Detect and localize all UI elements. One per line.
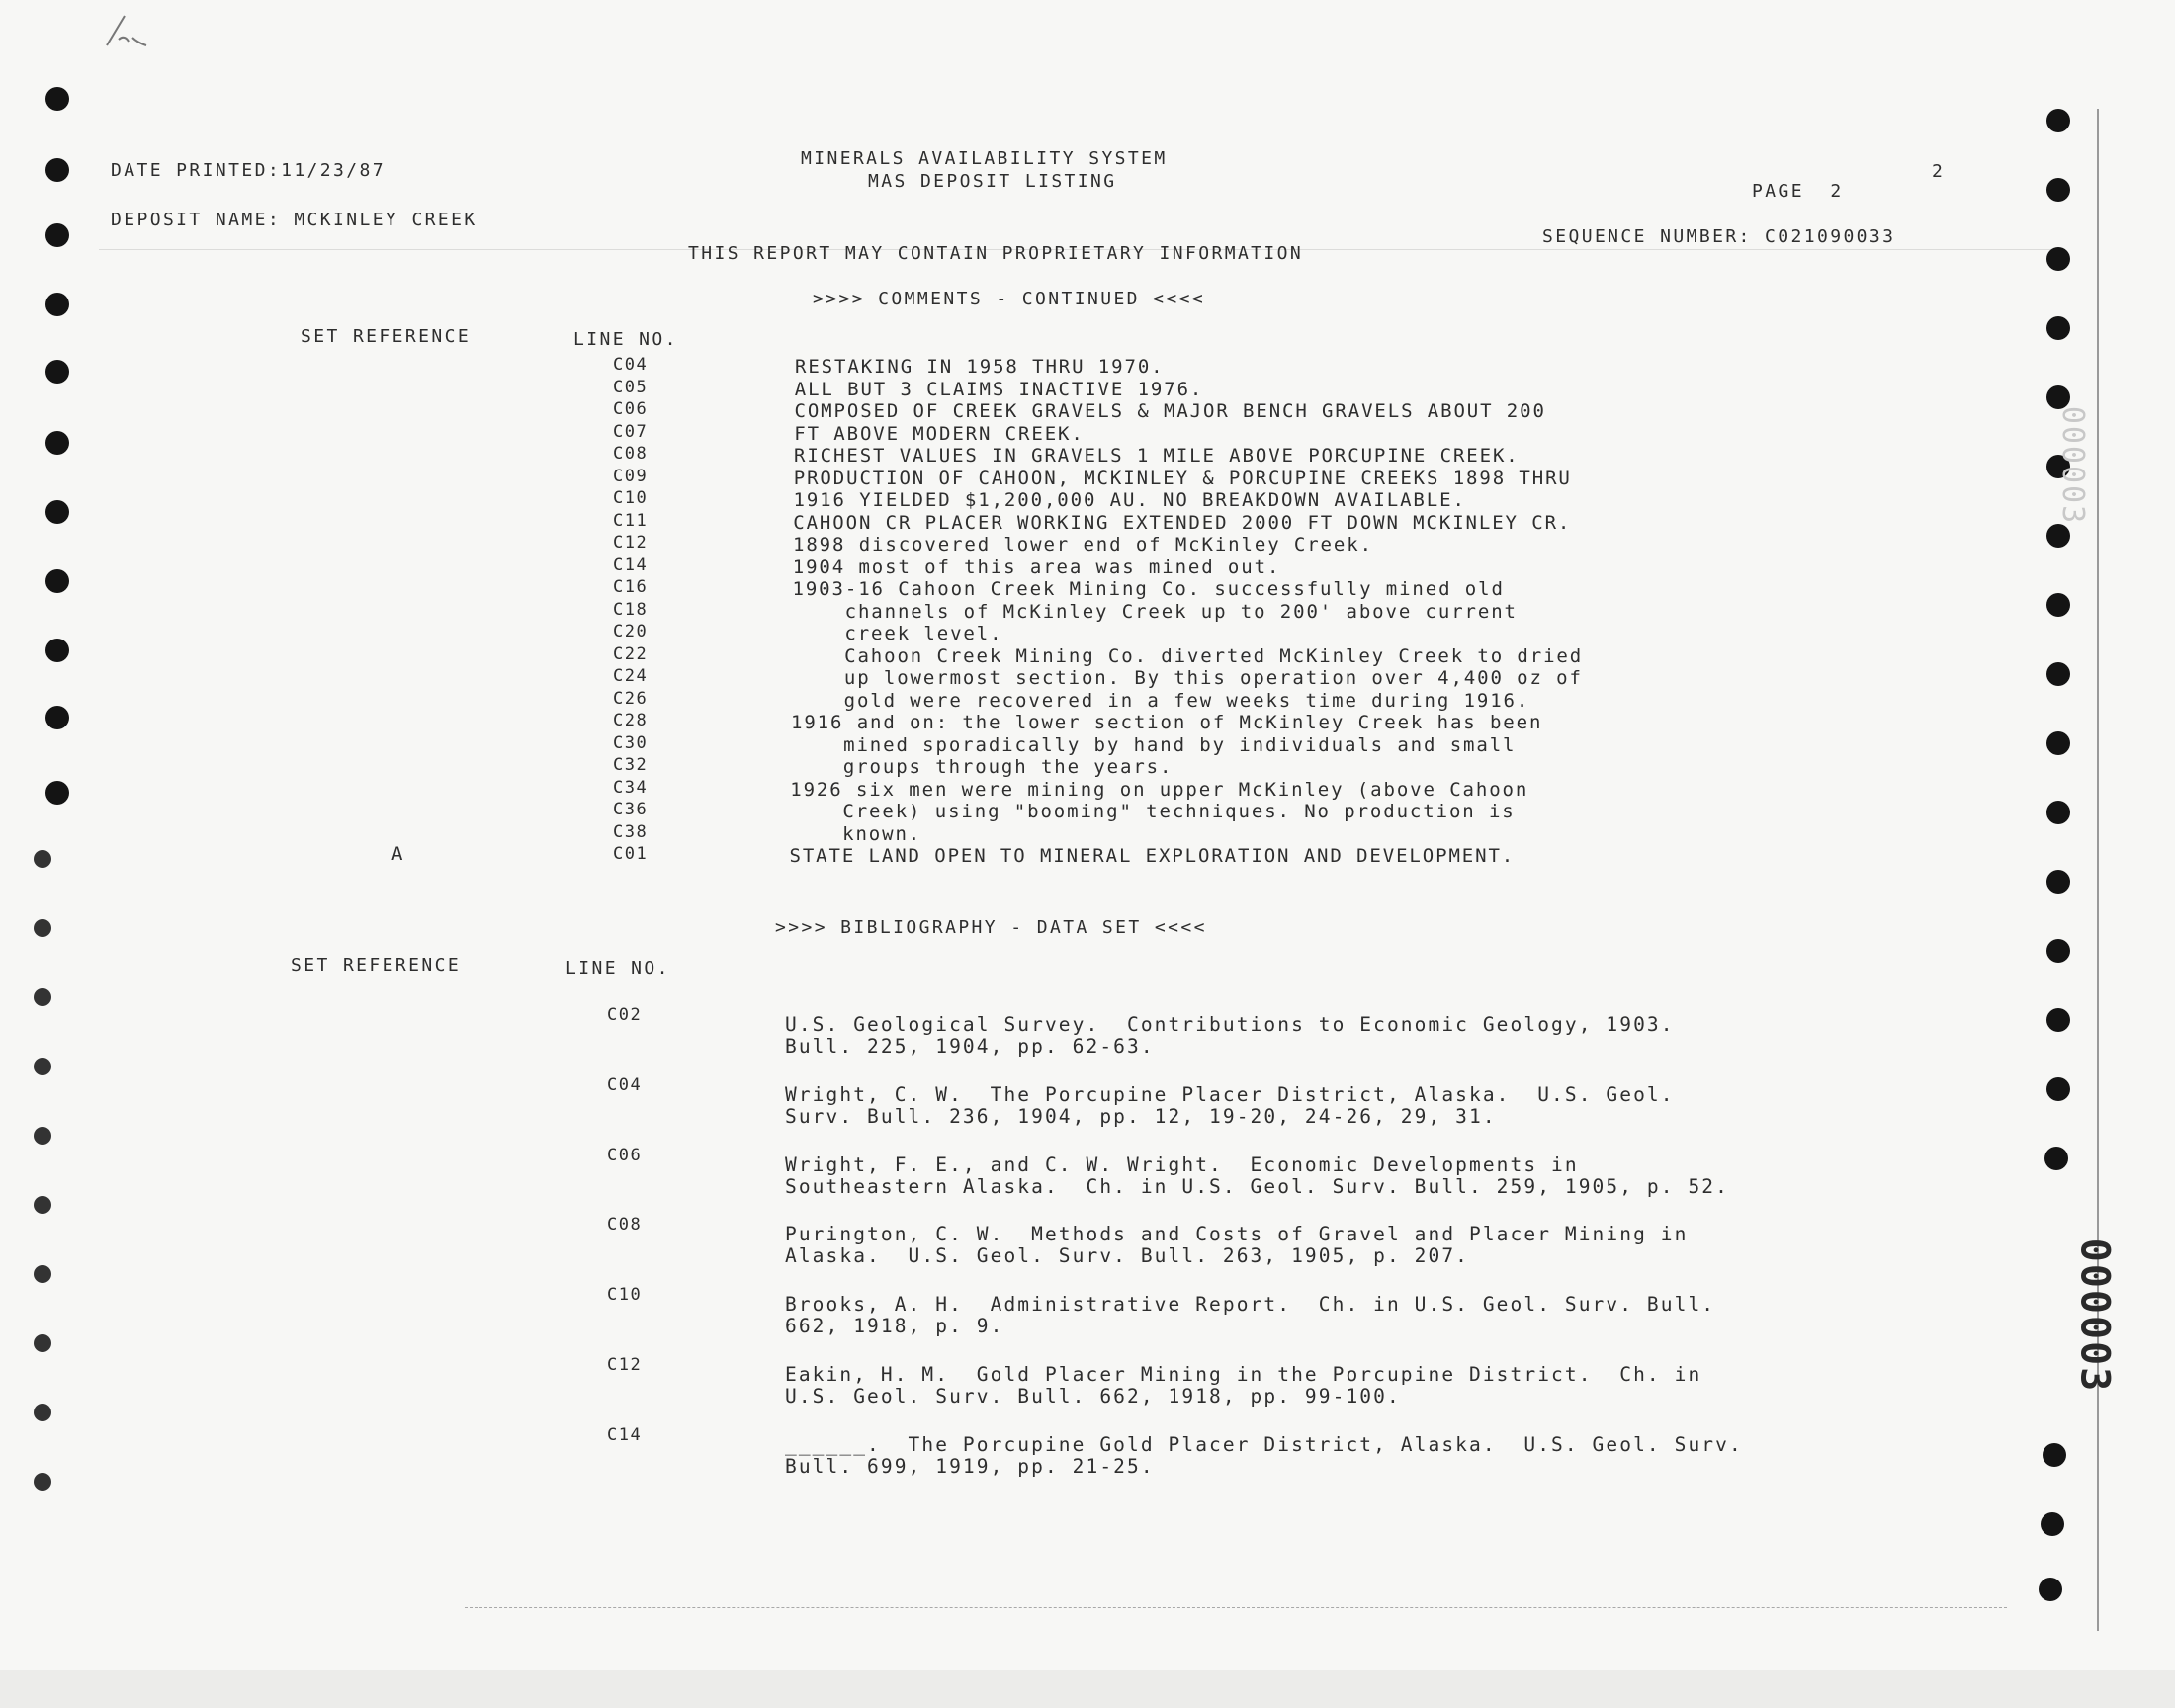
bibliography-line-number: C14 bbox=[607, 1424, 643, 1445]
tractor-feed-edge bbox=[2097, 109, 2099, 1631]
comment-text: 1926 six men were mining on upper McKinley (above Cahoon bbox=[790, 778, 1529, 801]
bibliography-citation-line-2: Alaska. U.S. Geol. Surv. Bull. 263, 1905, p. 207. bbox=[785, 1244, 1469, 1268]
comment-text: 1903-16 Cahoon Creek Mining Co. successfully mined old bbox=[792, 578, 1505, 600]
bottom-rule bbox=[465, 1607, 2007, 1609]
bibliography-line-number: C04 bbox=[607, 1074, 643, 1095]
punch-hole-icon bbox=[45, 569, 69, 593]
punch-hole-icon bbox=[34, 1473, 51, 1491]
punch-hole-icon bbox=[2046, 178, 2070, 202]
comment-line-number: C32 bbox=[613, 755, 649, 775]
comment-text: RICHEST VALUES IN GRAVELS 1 MILE ABOVE PORCUPINE CREEK. bbox=[794, 445, 1520, 467]
bibliography-citation-line-1: Brooks, A. H. Administrative Report. Ch. in U.S. Geol. Surv. Bull. bbox=[785, 1293, 1716, 1317]
punch-hole-icon bbox=[45, 293, 69, 316]
comment-text: up lowermost section. By this operation over 4,400 oz of bbox=[791, 667, 1583, 689]
comment-text: 1916 and on: the lower section of McKinley Creek has been bbox=[791, 712, 1543, 733]
bibliography-section-title: >>>> BIBLIOGRAPHY - DATA SET <<<< bbox=[775, 917, 1207, 938]
punch-hole-icon bbox=[34, 1265, 51, 1283]
comment-text: mined sporadically by hand by individuals and small bbox=[790, 733, 1517, 756]
page-label: PAGE 2 bbox=[1752, 181, 1844, 202]
punch-hole-icon bbox=[2041, 1512, 2064, 1536]
punch-hole-icon bbox=[34, 1334, 51, 1352]
bibliography-citation-line-2: 662, 1918, p. 9. bbox=[785, 1315, 1004, 1338]
comment-line-number: C05 bbox=[613, 377, 649, 397]
punch-hole-icon bbox=[45, 158, 69, 182]
comment-line-number: C11 bbox=[613, 510, 649, 531]
comments-col-line-no: LINE NO. bbox=[573, 329, 678, 350]
comment-text: 1898 discovered lower end of McKinley Creek. bbox=[793, 534, 1373, 555]
punch-hole-icon bbox=[34, 988, 51, 1006]
punch-hole-icon bbox=[2046, 316, 2070, 340]
punch-hole-icon bbox=[2046, 109, 2070, 132]
comment-text: RESTAKING IN 1958 THRU 1970. bbox=[795, 356, 1165, 378]
comment-line-number: C12 bbox=[613, 533, 649, 553]
punch-hole-icon bbox=[34, 1127, 51, 1145]
punch-hole-icon bbox=[34, 850, 51, 868]
bibliography-citation-line-1: U.S. Geological Survey. Contributions to Economic Geology, 1903. bbox=[785, 1013, 1675, 1036]
comment-line-number: C16 bbox=[613, 577, 649, 597]
bibliography-line-number: C12 bbox=[607, 1355, 643, 1375]
punch-hole-icon bbox=[34, 1196, 51, 1214]
comment-line-number: C26 bbox=[613, 688, 649, 709]
punch-hole-icon bbox=[2044, 1147, 2068, 1170]
punch-hole-icon bbox=[45, 223, 69, 247]
comment-line-number: C34 bbox=[613, 777, 649, 798]
comment-line-number: C06 bbox=[613, 399, 649, 419]
comment-text: Cahoon Creek Mining Co. diverted McKinley Creek to dried bbox=[791, 644, 1584, 667]
date-printed: DATE PRINTED:11/23/87 bbox=[111, 160, 386, 181]
page-bottom-edge bbox=[0, 1670, 2175, 1708]
bibliography-citation-line-2: Bull. 699, 1919, pp. 21-25. bbox=[785, 1454, 1155, 1478]
listing-title: MAS DEPOSIT LISTING bbox=[868, 171, 1117, 192]
deposit-name: DEPOSIT NAME: MCKINLEY CREEK bbox=[111, 210, 478, 230]
comment-line-number: C14 bbox=[613, 555, 649, 575]
punch-hole-icon bbox=[34, 1404, 51, 1421]
comment-line-number: C07 bbox=[613, 421, 649, 442]
bibliography-col-line-no: LINE NO. bbox=[566, 958, 670, 979]
proprietary-notice: THIS REPORT MAY CONTAIN PROPRIETARY INFORMATION bbox=[688, 243, 1304, 264]
punch-hole-icon bbox=[2046, 1077, 2070, 1101]
comments-section-title: >>>> COMMENTS - CONTINUED <<<< bbox=[813, 289, 1206, 309]
comment-text: creek level. bbox=[792, 623, 1003, 644]
bibliography-citation-line-1: Purington, C. W. Methods and Costs of Gravel and Placer Mining in bbox=[785, 1223, 1689, 1246]
punch-hole-icon bbox=[45, 500, 69, 524]
punch-hole-icon bbox=[2046, 870, 2070, 894]
bibliography-citation-line-2: U.S. Geol. Surv. Bull. 662, 1918, pp. 99-100. bbox=[785, 1385, 1401, 1408]
bibliography-citation-line-1: Wright, F. E., and C. W. Wright. Economic Developments in bbox=[785, 1153, 1579, 1176]
comment-line-number: C22 bbox=[613, 643, 649, 664]
punch-hole-icon bbox=[2046, 731, 2070, 755]
comment-text: Creek) using "booming" techniques. No production is bbox=[790, 801, 1516, 822]
comment-line-number: C18 bbox=[613, 599, 649, 620]
punch-hole-icon bbox=[45, 706, 69, 729]
bibliography-citation-line-2: Southeastern Alaska. Ch. in U.S. Geol. Surv. Bull. 259, 1905, p. 52. bbox=[785, 1174, 1729, 1198]
comment-set-reference: A bbox=[392, 843, 405, 865]
punch-hole-icon bbox=[45, 87, 69, 111]
bibliography-citation-line-1: Wright, C. W. The Porcupine Placer District, Alaska. U.S. Geol. bbox=[785, 1082, 1675, 1106]
punch-hole-icon bbox=[2046, 662, 2070, 686]
punch-hole-icon bbox=[45, 360, 69, 384]
comment-line-number: C08 bbox=[613, 444, 649, 464]
comments-col-set-reference: SET REFERENCE bbox=[301, 326, 472, 347]
punch-hole-icon bbox=[45, 639, 69, 662]
comment-line-number: C28 bbox=[613, 711, 649, 730]
comment-line-number: C01 bbox=[613, 844, 649, 864]
punch-hole-icon bbox=[2046, 524, 2070, 548]
bibliography-line-number: C08 bbox=[607, 1215, 643, 1236]
punch-hole-icon bbox=[45, 781, 69, 805]
faded-side-stamp-number: 000003 bbox=[2055, 405, 2091, 526]
bibliography-citation-line-2: Surv. Bull. 236, 1904, pp. 12, 19-20, 24-26, 29, 31. bbox=[785, 1104, 1497, 1128]
pen-mark-icon bbox=[103, 10, 202, 59]
page-corner-number: 2 bbox=[1932, 161, 1946, 182]
punch-hole-icon bbox=[2046, 247, 2070, 271]
bibliography-citation-line-1: Eakin, H. M. Gold Placer Mining in the Porcupine District. Ch. in bbox=[785, 1363, 1702, 1386]
comment-line-number: C20 bbox=[613, 622, 649, 641]
comment-text: STATE LAND OPEN TO MINERAL EXPLORATION AND DEVELOPMENT. bbox=[789, 845, 1516, 867]
punch-hole-icon bbox=[2046, 593, 2070, 617]
punch-hole-icon bbox=[45, 431, 69, 455]
comment-text: 1904 most of this area was mined out. bbox=[792, 555, 1281, 578]
comment-text: CAHOON CR PLACER WORKING EXTENDED 2000 FT DOWN MCKINLEY CR. bbox=[793, 511, 1572, 534]
comment-line-number: C38 bbox=[613, 821, 649, 842]
punch-hole-icon bbox=[2043, 1443, 2066, 1467]
punch-hole-icon bbox=[2039, 1578, 2062, 1601]
punch-hole-icon bbox=[34, 919, 51, 937]
comment-text: PRODUCTION OF CAHOON, MCKINLEY & PORCUPINE CREEKS 1898 THRU bbox=[793, 467, 1572, 489]
comment-text: 1916 YIELDED $1,200,000 AU. NO BREAKDOWN AVAILABLE. bbox=[793, 489, 1466, 511]
punch-hole-icon bbox=[2046, 939, 2070, 963]
comment-text: FT ABOVE MODERN CREEK. bbox=[794, 422, 1085, 445]
comment-line-number: C30 bbox=[613, 732, 649, 753]
comment-text: ALL BUT 3 CLAIMS INACTIVE 1976. bbox=[794, 378, 1204, 400]
system-title: MINERALS AVAILABILITY SYSTEM bbox=[801, 148, 1168, 169]
comment-text: channels of McKinley Creek up to 200' above current bbox=[792, 600, 1518, 623]
comment-text: gold were recovered in a few weeks time during 1916. bbox=[791, 689, 1530, 712]
comment-line-number: C04 bbox=[613, 355, 649, 375]
bibliography-line-number: C02 bbox=[607, 1005, 643, 1025]
comment-line-number: C36 bbox=[613, 800, 649, 819]
comment-text: groups through the years. bbox=[790, 756, 1174, 778]
sequence-number: SEQUENCE NUMBER: C021090033 bbox=[1542, 226, 1896, 247]
comment-line-number: C24 bbox=[613, 666, 649, 686]
bibliography-col-set-reference: SET REFERENCE bbox=[291, 955, 462, 976]
bibliography-citation-line-2: Bull. 225, 1904, pp. 62-63. bbox=[785, 1035, 1155, 1058]
comment-line-number: C10 bbox=[613, 488, 649, 508]
punch-hole-icon bbox=[2046, 801, 2070, 824]
bibliography-line-number: C10 bbox=[607, 1285, 643, 1306]
comment-text: COMPOSED OF CREEK GRAVELS & MAJOR BENCH GRAVELS ABOUT 200 bbox=[794, 400, 1546, 422]
side-stamp-number: 000003 bbox=[2071, 1238, 2118, 1394]
comment-text: known. bbox=[789, 822, 922, 845]
comment-line-number: C09 bbox=[613, 466, 649, 486]
bibliography-line-number: C06 bbox=[607, 1145, 643, 1165]
punch-hole-icon bbox=[2046, 1008, 2070, 1032]
punch-hole-icon bbox=[34, 1058, 51, 1075]
bibliography-citation-line-1: ______. The Porcupine Gold Placer District, Alaska. U.S. Geol. Surv. bbox=[785, 1432, 1743, 1456]
